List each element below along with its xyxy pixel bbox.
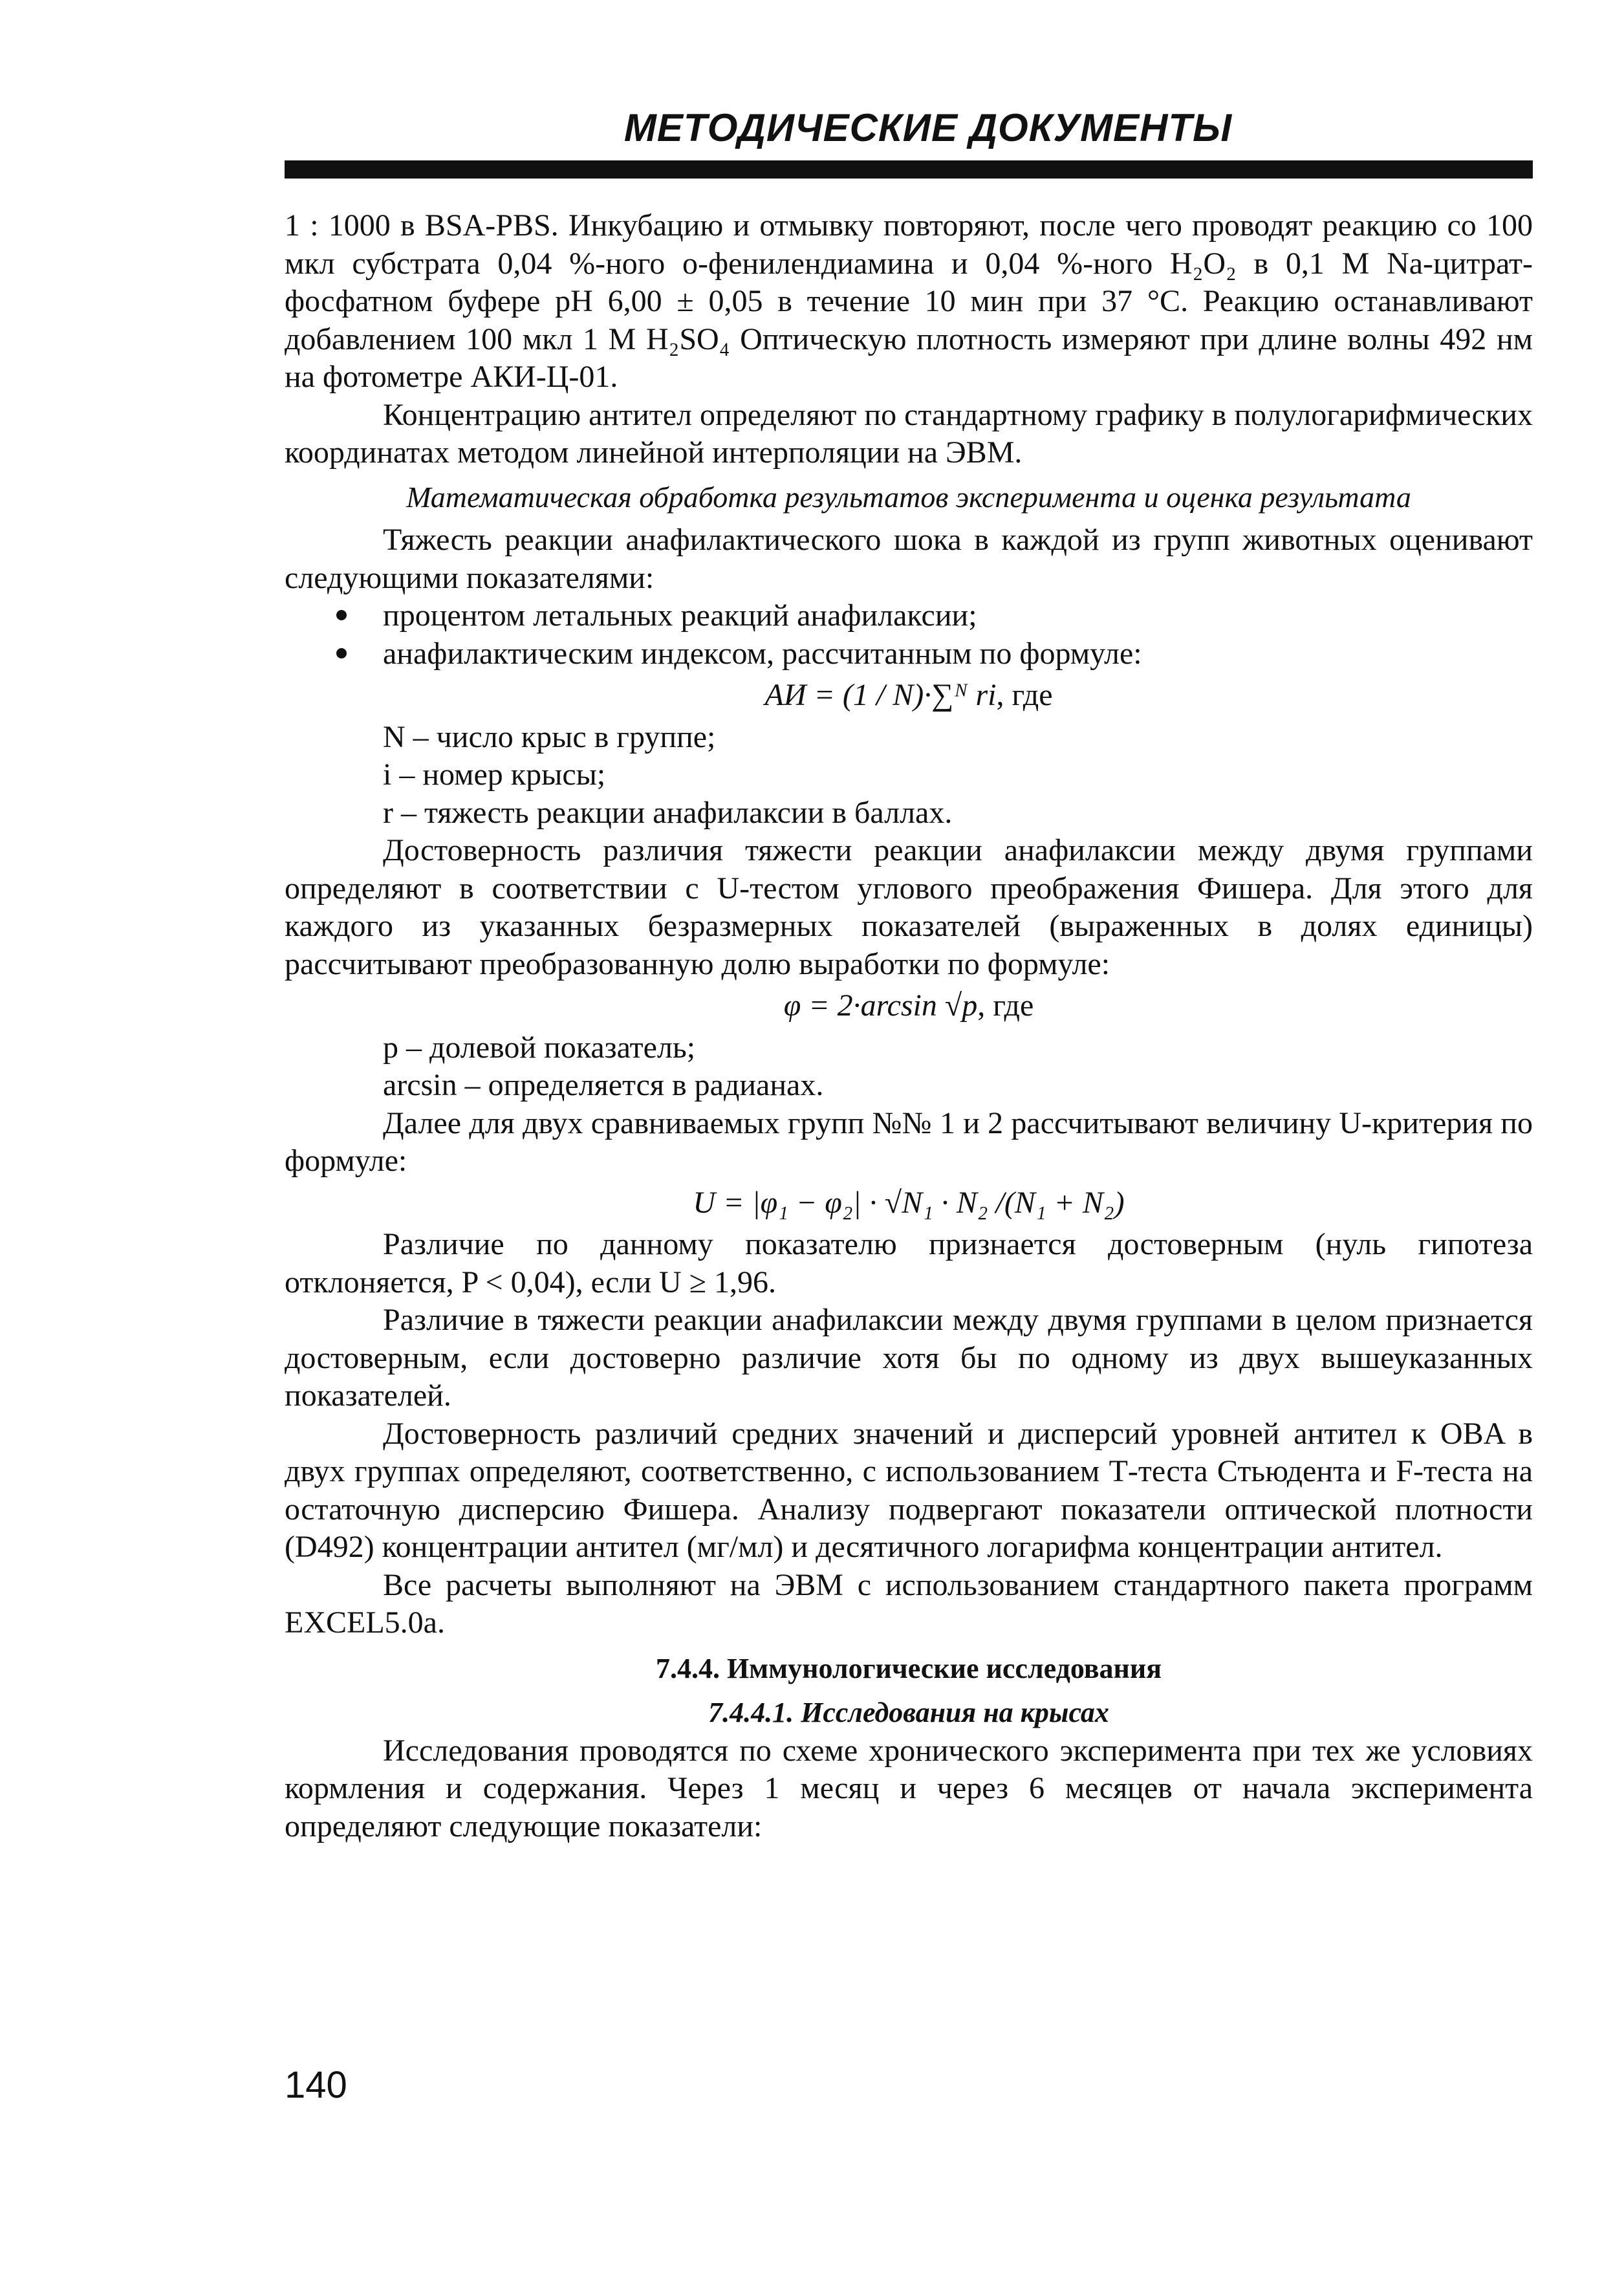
paragraph: Различие в тяжести реакции анафилаксии между двумя группами в целом признается достоверным, если достоверно различие хотя бы по одному из двух вышеуказанных показателей. <box>285 1303 1533 1413</box>
subsection-heading: 7.4.4.1. Исследования на крысах <box>708 1697 1109 1728</box>
paragraph: Далее для двух сравниваемых групп №№ 1 и 2 рассчитывают величину U-критерия по формуле: <box>285 1105 1533 1178</box>
list-item-text: анафилактическим индексом, рассчитанным по формуле: <box>383 636 1142 671</box>
bullet-icon <box>336 610 347 620</box>
formula-expression: φ = 2·arcsin √p <box>783 988 978 1023</box>
list-item <box>285 635 1533 673</box>
formula-phi <box>285 987 1533 1025</box>
header-rule <box>285 160 1533 179</box>
header-title: МЕТОДИЧЕСКИЕ ДОКУМЕНТЫ <box>623 106 1233 149</box>
paragraph: Достоверность различий средних значений и дисперсий уровней антител к OBA в двух группах определяют, соответственно, с использованием Т-теста Стьюдента и F-теста на остаточную дисперсию Фишера. Анализу подвергают показатели оптической плотности (D492) концентрации антител (мг/мл) и десятичного логарифма концентрации антител. <box>285 1416 1533 1564</box>
main-text <box>285 207 1533 1845</box>
formula-suffix: , где <box>996 678 1053 712</box>
formula-anaphylactic-index <box>285 677 1533 715</box>
running-header <box>285 102 1533 179</box>
formula-legend: arcsin – определяется в радианах. <box>383 1068 824 1102</box>
list-item <box>285 597 1533 635</box>
paragraph: Все расчеты выполняют на ЭВМ с использованием стандартного пакета программ EXCEL5.0a. <box>285 1567 1533 1640</box>
paragraph: Концентрацию антител определяют по стандартному графику в полулогарифмических координатах методом линейной интерполяции на ЭВМ. <box>285 397 1533 470</box>
formula-legend: N – число крыс в группе; <box>383 719 716 754</box>
paragraph: Различие по данному показателю признается достоверным (нуль гипотеза отклоняется, P < 0,04), если U ≥ 1,96. <box>285 1227 1533 1299</box>
formula-legend: p – долевой показатель; <box>383 1030 696 1065</box>
formula-legend: i – номер крысы; <box>383 757 606 792</box>
formula-u-criterion <box>285 1184 1533 1222</box>
section-heading-math: Математическая обработка результатов эксперимента и оценка результата <box>406 480 1411 514</box>
list-item-text: процентом летальных реакций анафилаксии; <box>383 598 977 633</box>
formula-expression: U = |φ₁ − φ₂| · √N₁ · N₂ /(N₁ + N₂) <box>693 1185 1125 1220</box>
section-heading: 7.4.4. Иммунологические исследования <box>655 1652 1162 1684</box>
formula-suffix: , где <box>977 988 1034 1023</box>
paragraph: Достоверность различия тяжести реакции анафилаксии между двумя группами определяют в соответствии с U-тестом углового преображения Фишера. Для этого для каждого из указанных безразмерных показателей (выраженных в долях единицы) рассчитывают преобразованную долю выработки по формуле: <box>285 833 1533 981</box>
bullet-icon <box>336 648 347 658</box>
bullet-list <box>285 597 1533 673</box>
paragraph: Тяжесть реакции анафилактического шока в каждой из групп животных оценивают следующими показателями: <box>285 523 1533 595</box>
paragraph: Исследования проводятся по схеме хронического эксперимента при тех же условиях кормления и содержания. Через 1 месяц и через 6 месяцев от начала эксперимента определяют следующие показатели: <box>285 1733 1533 1843</box>
formula-legend: r – тяжесть реакции анафилаксии в баллах. <box>383 795 953 830</box>
formula-expression: АИ = (1 / N)·∑ᴺ ri <box>764 678 997 712</box>
page-number: 140 <box>285 2064 347 2106</box>
paragraph: 1 : 1000 в BSA-PBS. Инкубацию и отмывку повторяют, после чего проводят реакцию со 100 мкл субстрата 0,04 %-ного о-фенилендиамина и 0,04 %-ного H₂O₂ в 0,1 М Na-цитрат-фосфатном буфере pH 6,00 ± 0,05 в течение 10 мин при 37 °С. Реакцию останавливают добавлением 100 мкл 1 М H₂SO₄ Оптическую плотность измеряют при длине волны 492 нм на фотометре АКИ-Ц-01. <box>285 208 1533 394</box>
